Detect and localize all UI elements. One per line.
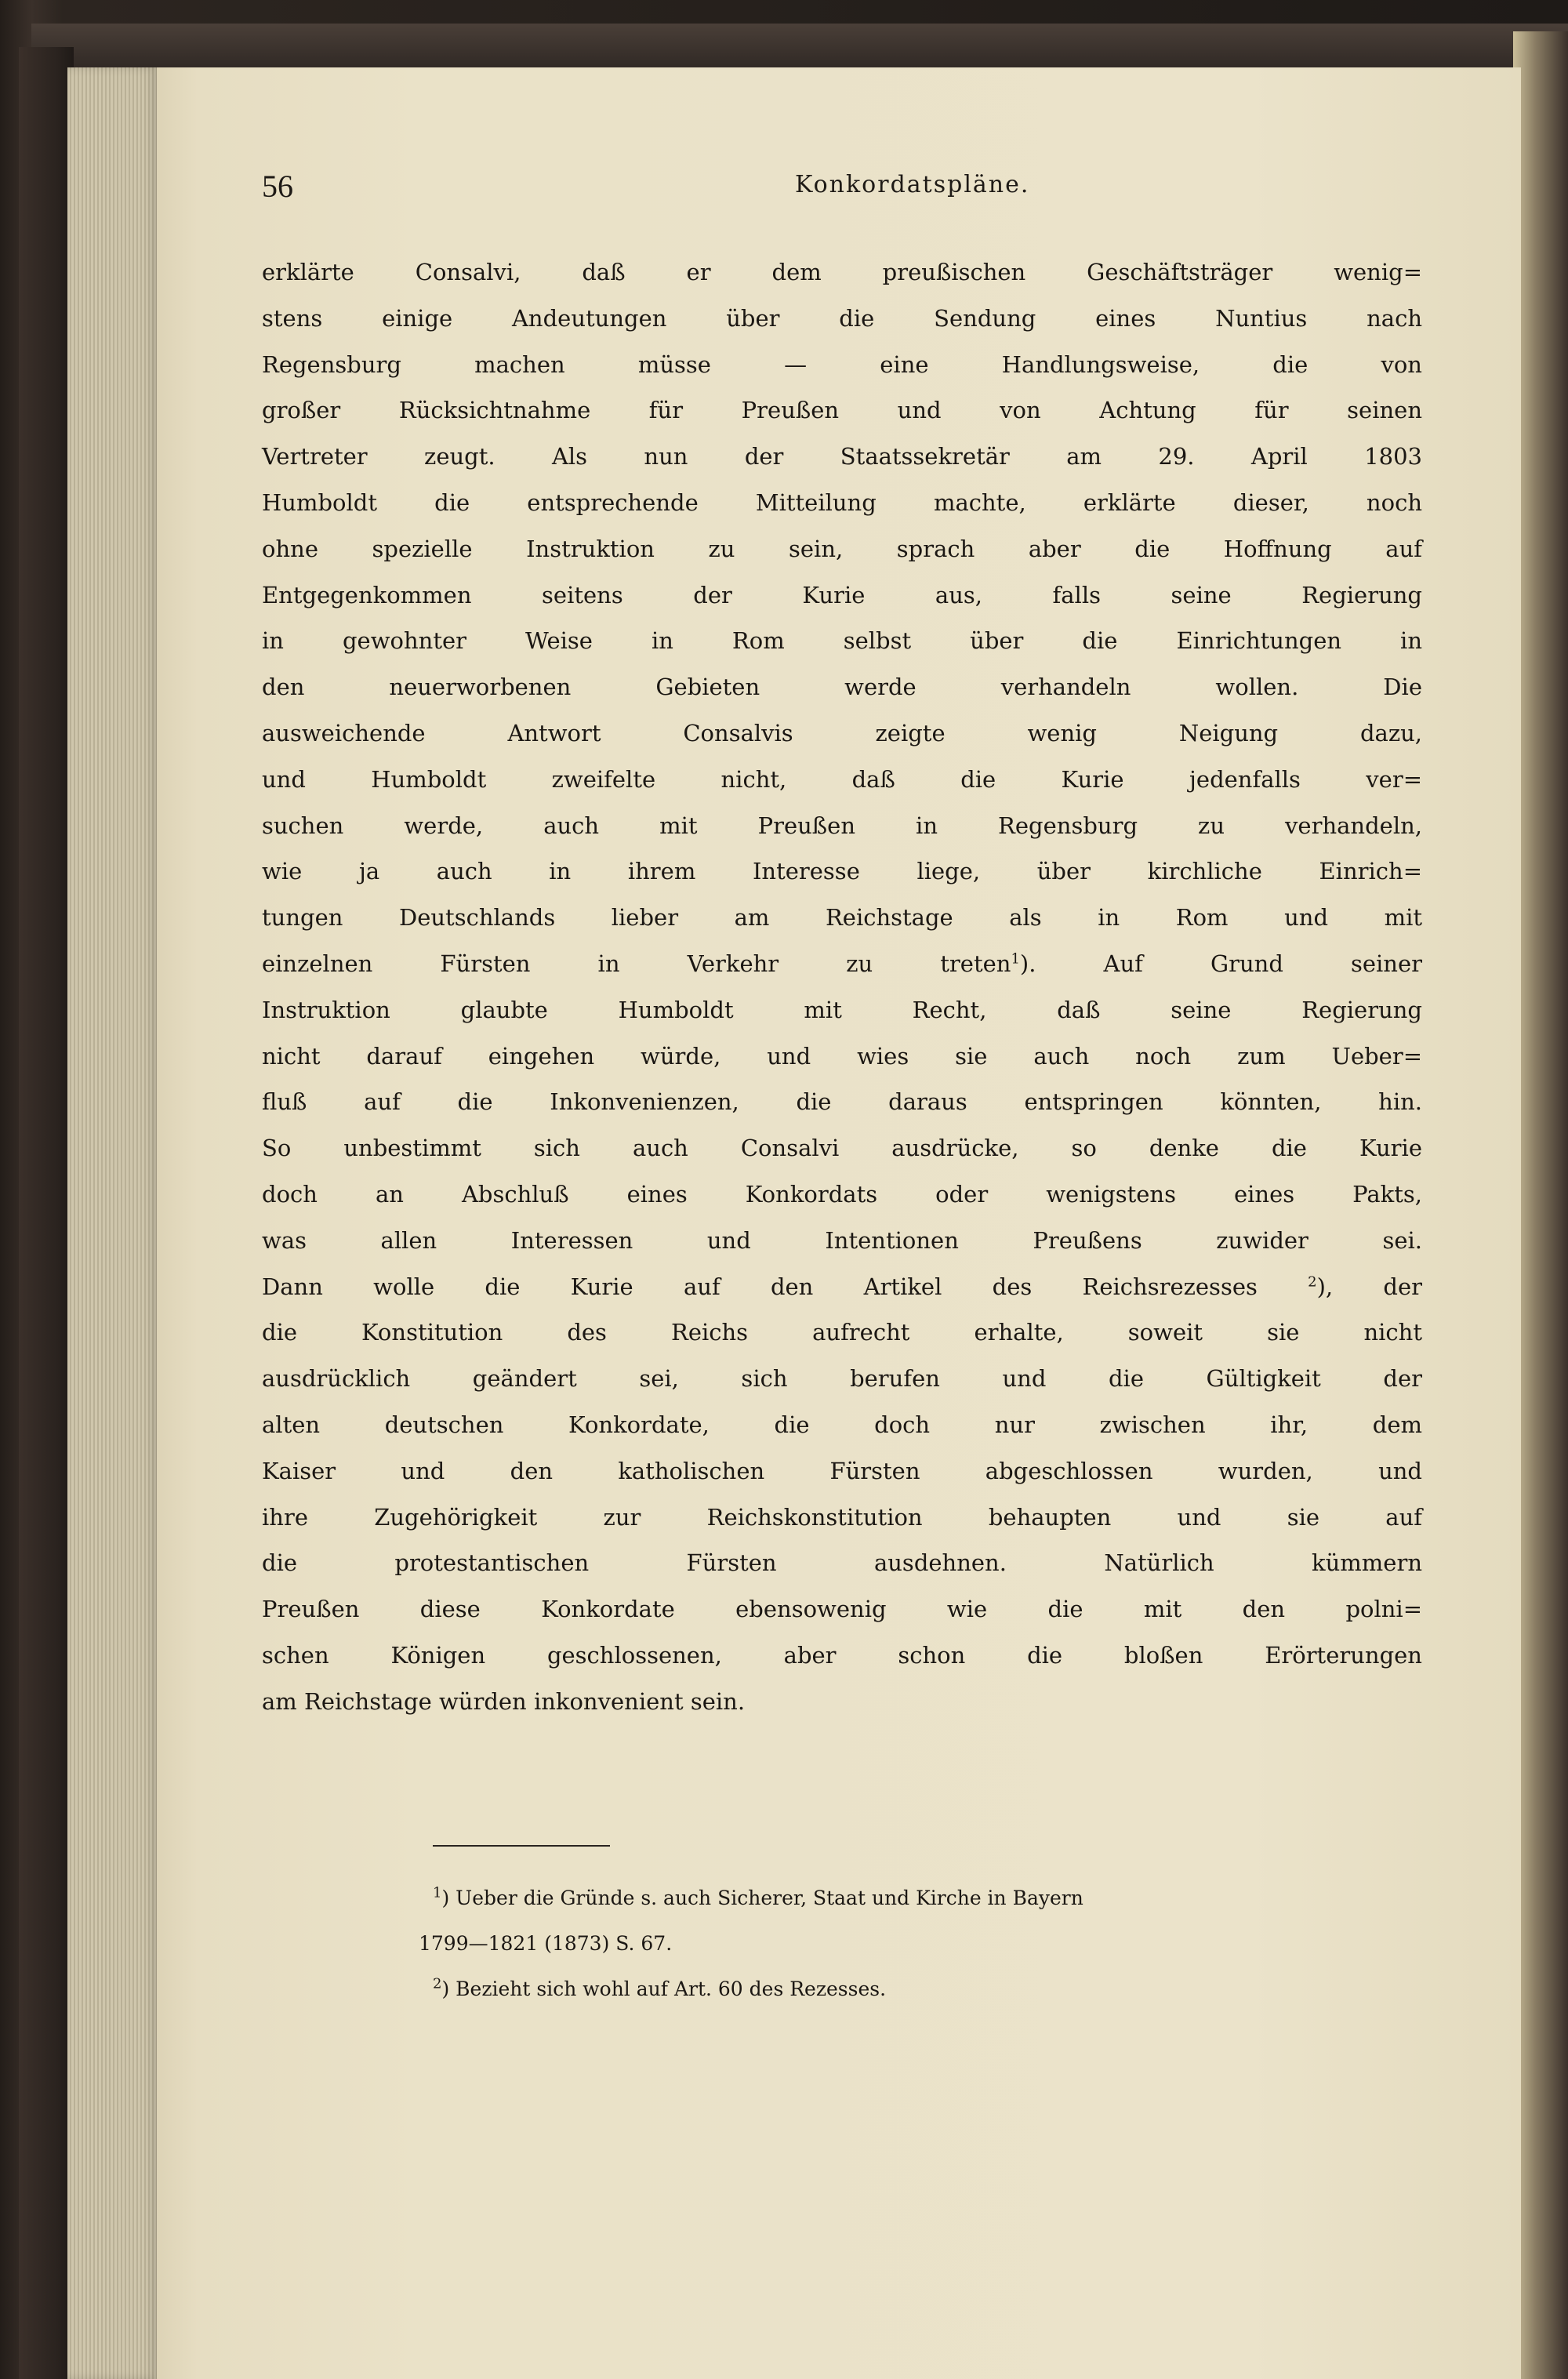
- footnote-2-text: ) Bezieht sich wohl auf Art. 60 des Rezesses.: [441, 1978, 887, 2000]
- text-line-with-footnote-1: [262, 941, 1422, 987]
- text-line: was allen Interessen und Intentionen Preußens zuwider sei.: [262, 1226, 1422, 1254]
- text-line: Vertreter zeugt. Als nun der Staatssekretär am 29. April 1803: [262, 443, 1422, 470]
- footnote-2-marker: 2: [433, 1975, 442, 1992]
- book-cover-top: [31, 24, 1568, 71]
- book-right-edge: [1513, 31, 1568, 2379]
- text-line: stens einige Andeutungen über die Sendung eines Nuntius nach: [262, 304, 1422, 332]
- text-line-end: ). Auf Grund seiner: [1019, 950, 1422, 977]
- text-line: Humboldt die entsprechende Mitteilung machte, erklärte dieser, noch: [262, 489, 1422, 516]
- footnote-marker-2[interactable]: 2: [1308, 1273, 1317, 1290]
- body-text: [262, 249, 1422, 1725]
- running-head: Konkordatspläne.: [795, 171, 1030, 198]
- book-cover-left: [19, 47, 74, 2379]
- text-line: wie ja auch in ihrem Interesse liege, über kirchliche Einrich=: [262, 858, 1422, 885]
- footnote-divider: [433, 1845, 610, 1847]
- text-line: großer Rücksichtnahme für Preußen und von Achtung für seinen: [262, 397, 1422, 424]
- footnote-1-continuation: 1799—1821 (1873) S. 67.: [419, 1932, 673, 1955]
- text-line: nicht darauf eingehen würde, und wies sie auch noch zum Ueber=: [262, 1042, 1422, 1070]
- page-number: 56: [262, 169, 293, 204]
- text-line: tungen Deutschlands lieber am Reichstage als in Rom und mit: [262, 904, 1422, 932]
- text-line: Entgegenkommen seitens der Kurie aus, falls seine Regierung: [262, 581, 1422, 608]
- footnote-1: [433, 1876, 1419, 1921]
- text-line-start: einzelnen Fürsten in Verkehr zu treten: [262, 950, 1011, 977]
- text-line: alten deutschen Konkordate, die doch nur zwischen ihr, dem: [262, 1411, 1422, 1438]
- footnotes: [419, 1876, 1419, 2012]
- text-line: in gewohnter Weise in Rom selbst über die Einrichtungen in: [262, 627, 1422, 655]
- text-line: die Konstitution des Reichs aufrecht erhalte, soweit sie nicht: [262, 1319, 1422, 1346]
- footnote-1-marker: 1: [433, 1884, 442, 1901]
- text-line: suchen werde, auch mit Preußen in Regensburg zu verhandeln,: [262, 812, 1422, 839]
- text-line: doch an Abschluß eines Konkordats oder wenigstens eines Pakts,: [262, 1180, 1422, 1208]
- text-line: die protestantischen Fürsten ausdehnen. Natürlich kümmern: [262, 1549, 1422, 1577]
- text-line: und Humboldt zweifelte nicht, daß die Kurie jedenfalls ver=: [262, 765, 1422, 793]
- footnote-marker-1[interactable]: 1: [1011, 950, 1020, 968]
- text-line: Kaiser und den katholischen Fürsten abgeschlossen wurden, und: [262, 1457, 1422, 1484]
- text-line: ihre Zugehörigkeit zur Reichskonstitution behaupten und sie auf: [262, 1503, 1422, 1531]
- page-header: [262, 168, 1422, 238]
- text-line: ausdrücklich geändert sei, sich berufen und die Gültigkeit der: [262, 1365, 1422, 1393]
- text-line-end: ), der: [1316, 1273, 1423, 1300]
- footnote-1-text: ) Ueber die Gründe s. auch Sicherer, Staat und Kirche in Bayern: [441, 1887, 1083, 1909]
- text-line: Instruktion glaubte Humboldt mit Recht, daß seine Regierung: [262, 996, 1422, 1023]
- text-line: Preußen diese Konkordate ebensowenig wie die mit den polni=: [262, 1596, 1422, 1623]
- text-line: ohne spezielle Instruktion zu sein, sprach aber die Hoffnung auf: [262, 535, 1422, 562]
- text-line-start: Dann wolle die Kurie auf den Artikel des Reichsrezesses: [262, 1273, 1258, 1300]
- text-line: Regensburg machen müsse — eine Handlungsweise, die von: [262, 350, 1422, 378]
- page-edges: [67, 67, 158, 2379]
- text-line: So unbestimmt sich auch Consalvi ausdrücke, so denke die Kurie: [262, 1135, 1422, 1162]
- text-line-with-footnote-2: [262, 1264, 1422, 1310]
- text-line: den neuerworbenen Gebieten werde verhandeln wollen. Die: [262, 674, 1422, 701]
- text-line: schen Königen geschlossenen, aber schon die bloßen Erörterungen: [262, 1641, 1422, 1669]
- text-line: fluß auf die Inkonvenienzen, die daraus entspringen könnten, hin.: [262, 1088, 1422, 1116]
- text-line: am Reichstage würden inkonvenient sein.: [262, 1687, 746, 1715]
- text-line: ausweichende Antwort Consalvis zeigte wenig Neigung dazu,: [262, 719, 1422, 746]
- text-line: erklärte Consalvi, daß er dem preußischen Geschäftsträger wenig=: [262, 259, 1422, 285]
- footnote-2: [433, 1967, 1419, 2012]
